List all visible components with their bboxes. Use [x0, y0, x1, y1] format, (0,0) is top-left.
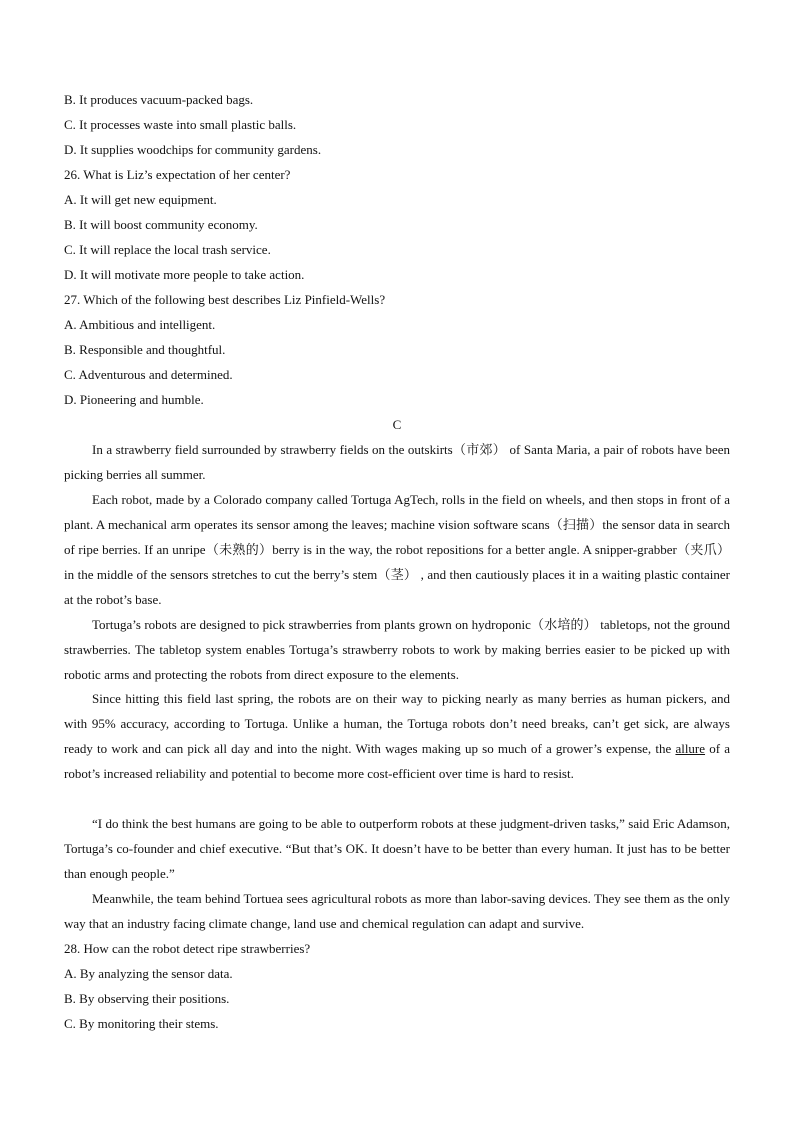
- paragraph-4-text-before: Since hitting this field last spring, the robots are on their way to picking nearly as many berries as human pickers, and with 95% accuracy, according to Tortuga. Unlike a human, the Tortuga robots don’t need breaks, can’t get sick, are always ready to work and can pick all day and into the night. With wages making up so much of a grower’s expense, the: [64, 691, 730, 756]
- paragraph-4-text-after: of a robot’s increased reliability and potential to become more cost-efficient over time is hard to resist.: [64, 741, 730, 781]
- question-26: 26. What is Liz’s expectation of her center?: [64, 167, 291, 182]
- option-28b: B. By observing their positions.: [64, 991, 230, 1006]
- option-26b: B. It will boost community economy.: [64, 217, 258, 232]
- option-25c: C. It processes waste into small plastic balls.: [64, 117, 297, 132]
- option-25d: D. It supplies woodchips for community gardens.: [64, 142, 322, 157]
- option-28c: C. By monitoring their stems.: [64, 1016, 219, 1031]
- option-26a: A. It will get new equipment.: [64, 192, 217, 207]
- passage-paragraph-6: Meanwhile, the team behind Tortuea sees agricultural robots as more than labor-saving devices. They see them as the only way that an industry facing climate change, land use and chemical regulation can adapt and survive.: [64, 891, 730, 931]
- option-26d: D. It will motivate more people to take action.: [64, 267, 305, 282]
- passage-paragraph-1: In a strawberry field surrounded by strawberry fields on the outskirts（市郊） of Santa Maria, a pair of robots have been picking berries all summer.: [64, 442, 730, 482]
- section-heading: C: [392, 417, 402, 432]
- passage-paragraph-5: “I do think the best humans are going to be able to outperform robots at these judgment-driven tasks,” said Eric Adamson, Tortuga’s co-founder and chief executive. “But that’s OK. It doesn’t have to be better than every human. It just has to be better than enough people.”: [64, 816, 730, 881]
- option-27c: C. Adventurous and determined.: [64, 367, 233, 382]
- option-25b: B. It produces vacuum-packed bags.: [64, 92, 254, 107]
- question-28: 28. How can the robot detect ripe strawberries?: [64, 941, 311, 956]
- passage-paragraph-4: [64, 686, 730, 786]
- option-28a: A. By analyzing the sensor data.: [64, 966, 233, 981]
- option-26c: C. It will replace the local trash service.: [64, 242, 271, 257]
- underlined-word: allure: [675, 741, 706, 756]
- passage-paragraph-2: Each robot, made by a Colorado company called Tortuga AgTech, rolls in the field on wheels, and then stops in front of a plant. A mechanical arm operates its sensor among the leaves; machine vision software scans（扫描）the sensor data in search of ripe berries. If an unripe（未熟的）berry is in the way, the robot repositions for a better angle. A snipper-grabber（夹爪） in the middle of the sensors stretches to cut the berry’s stem（茎） , and then cautiously places it in a waiting plastic container at the robot’s base.: [64, 492, 730, 607]
- option-27b: B. Responsible and thoughtful.: [64, 342, 226, 357]
- option-27a: A. Ambitious and intelligent.: [64, 317, 216, 332]
- passage-paragraph-3: Tortuga’s robots are designed to pick strawberries from plants grown on hydroponic（水培的） tabletops, not the ground strawberries. The tabletop system enables Tortuga’s strawberry robots to work by making berries easier to be picked up with robotic arms and protecting the robots from direct exposure to the elements.: [64, 617, 730, 682]
- question-27: 27. Which of the following best describes Liz Pinfield-Wells?: [64, 292, 386, 307]
- option-27d: D. Pioneering and humble.: [64, 392, 204, 407]
